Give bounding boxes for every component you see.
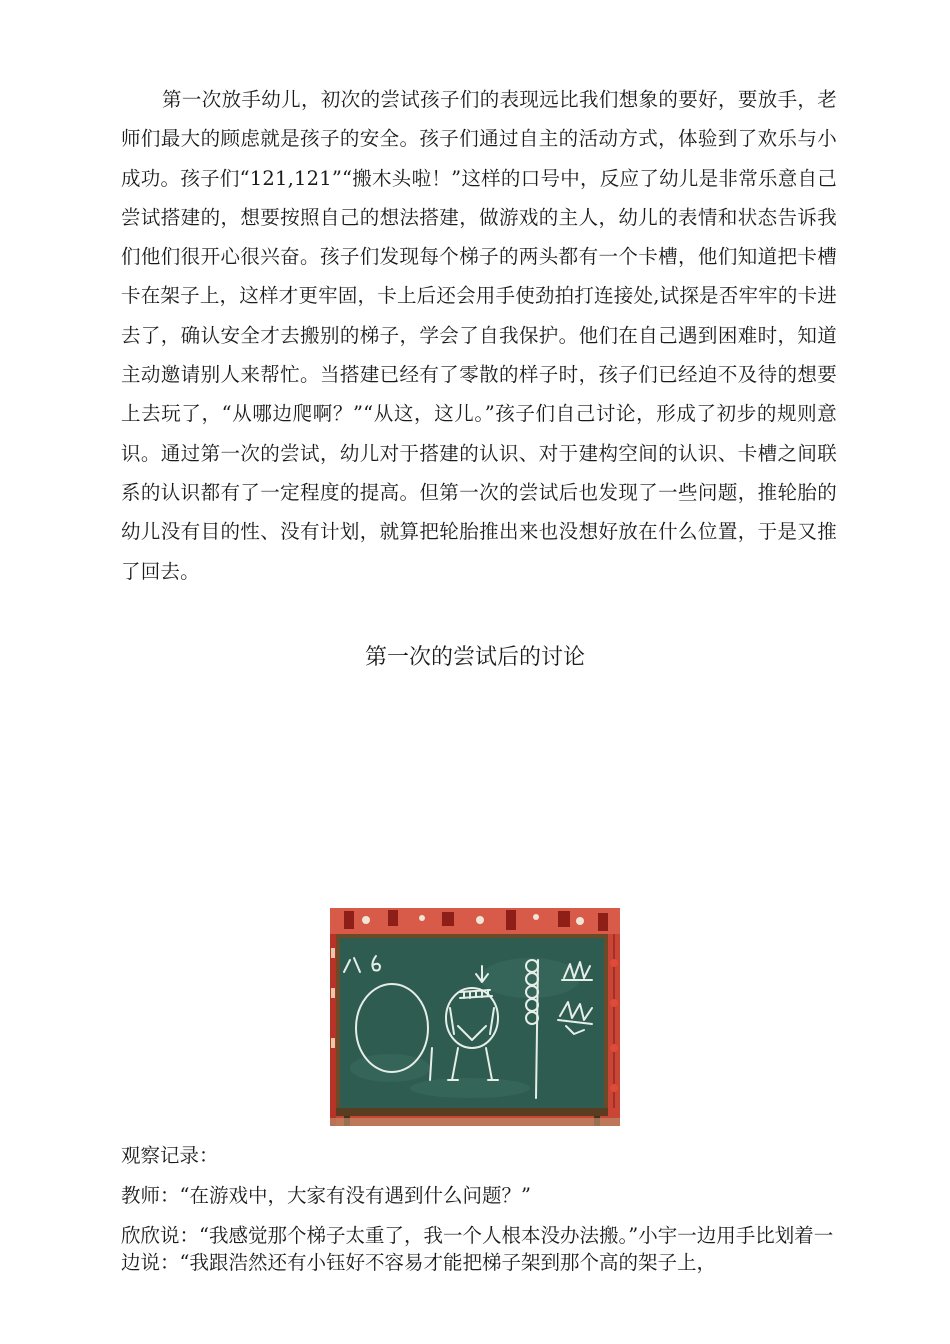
chalkboard-photo: [330, 908, 620, 1126]
teacher-question: 教师：“在游戏中，大家有没有遇到什么问题？”: [121, 1184, 531, 1207]
section-title: 第一次的尝试后的讨论: [364, 645, 585, 670]
child-response: 欣欣说：“我感觉那个梯子太重了，我一个人根本没办法搬。”小宇一边用手比划着一边说：“我跟浩然还有小钰好不容易才能把梯子架到那个高的架子上，: [121, 1224, 834, 1274]
body-paragraph: 第一次放手幼儿，初次的尝试孩子们的表现远比我们想象的要好，要放手，老师们最大的顾虑就是孩子的安全。孩子们通过自主的活动方式，体验到了欢乐与小成功。孩子们“121,121”“搬木头啦！”这样的口号中，反应了幼儿是非常乐意自己尝试搭建的，想要按照自己的想法搭建，做游戏的主人，幼儿的表情和状态告诉我们他们很开心很兴奋。孩子们发现每个梯子的两头都有一个卡槽，他们知道把卡槽卡在架子上，这样才更牢固，卡上后还会用手使劲拍打连接处,试探是否牢牢的卡进去了，确认安全才去搬别的梯子，学会了自我保护。他们在自己遇到困难时，知道主动邀请别人来帮忙。当搭建已经有了零散的样子时，孩子们已经迫不及待的想要上去玩了，“从哪边爬啊？”“从这，这儿。”孩子们自己讨论，形成了初步的规则意识。通过第一次的尝试，幼儿对于搭建的认识、对于建构空间的认识、卡槽之间联系的认识都有了一定程度的提高。但第一次的尝试后也发现了一些问题，推轮胎的幼儿没有目的性、没有计划，就算把轮胎推出来也没想好放在什么位置，于是又推了回去。: [121, 88, 837, 583]
observation-label: 观察记录：: [121, 1144, 219, 1167]
